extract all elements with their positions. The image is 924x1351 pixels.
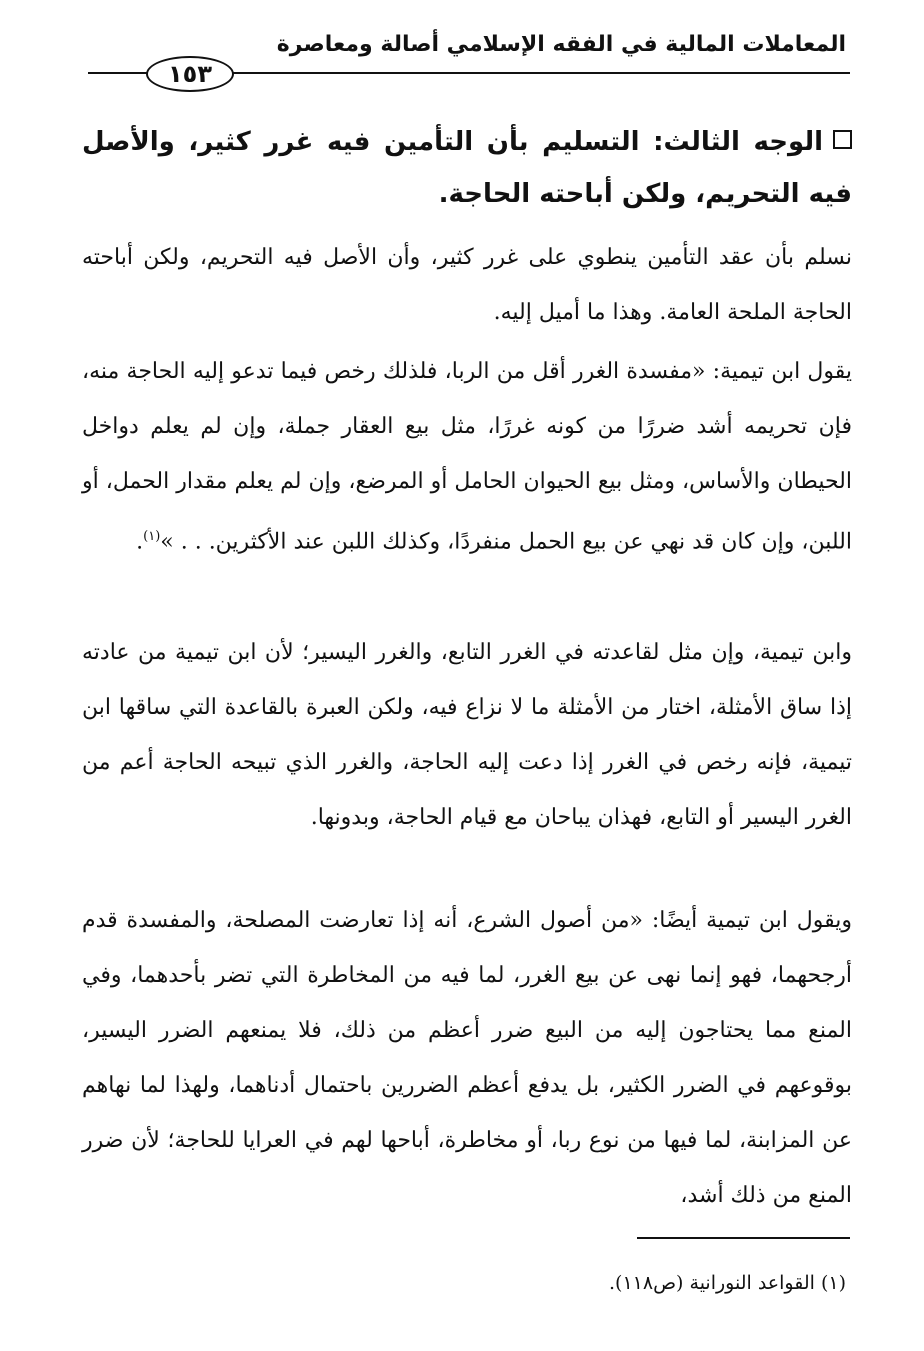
paragraph-2-end: .: [136, 529, 144, 555]
paragraph-2: [82, 344, 852, 569]
section-heading-text: الوجه الثالث: التسليم بأن التأمين فيه غرر كثير، والأصل فيه التحريم، ولكن أباحته الحاجة.: [82, 127, 852, 209]
paragraph-2-text: يقول ابن تيمية: «مفسدة الغرر أقل من الربا، فلذلك رخص فيما تدعو إليه الحاجة منه، فإن تحريمه أشد ضررًا من كونه غررًا، مثل بيع العقار جملة، وإن لم يعلم دواخل الحيطان والأساس، ومثل بيع الحيوان الحامل أو المرضع، وإن لم يعلم مقدار الحمل، أو اللبن، وإن كان قد نهي عن بيع الحمل منفردًا، وكذلك اللبن عند الأكثرين. . . »: [82, 359, 852, 555]
footnote-1: (١) القواعد النورانية (ص١١٨).: [609, 1272, 846, 1294]
footnote-separator: [637, 1237, 850, 1239]
section-heading: [82, 116, 852, 220]
running-title: المعاملات المالية في الفقه الإسلامي أصالة ومعاصرة: [276, 32, 846, 57]
footnote-reference[interactable]: (١): [143, 529, 161, 544]
paragraph-4: ويقول ابن تيمية أيضًا: «من أصول الشرع، أنه إذا تعارضت المصلحة، والمفسدة قدم أرجحهما، فهو إنما نهى عن بيع الغرر، لما فيه من المخاطرة التي تضر بأحدهما، وفي المنع مما يحتاجون إليه من البيع ضرر أعظم من ذلك، فلا يمنعهم الضرر اليسير، بوقوعهم في الضرر الكثير، بل يدفع أعظم الضررين باحتمال أدناهما، ولهذا لما نهاهم عن المزابنة، لما فيها من نوع ربا، أو مخاطرة، أباحها لهم في العرايا للحاجة؛ لأن ضرر المنع من ذلك أشد،: [82, 908, 852, 1208]
page-number: ١٥٣: [146, 56, 234, 92]
square-bullet-icon: [833, 130, 852, 149]
paragraph-1: نسلم بأن عقد التأمين ينطوي على غرر كثير، وأن الأصل فيه التحريم، ولكن أباحته الحاجة الملحة العامة. وهذا ما أميل إليه.: [82, 245, 852, 325]
paragraph-3: وابن تيمية، وإن مثل لقاعدته في الغرر التابع، والغرر اليسير؛ لأن ابن تيمية من عادته إذا ساق الأمثلة، اختار من الأمثلة ما لا نزاع فيه، ولكن العبرة بالقاعدة التي ساقها ابن تيمية، فإنه رخص في الغرر إذا دعت إليه الحاجة، والغرر الذي تبيحه الحاجة أعم من الغرر اليسير أو التابع، فهذان يباحان مع قيام الحاجة، وبدونها.: [82, 640, 852, 830]
